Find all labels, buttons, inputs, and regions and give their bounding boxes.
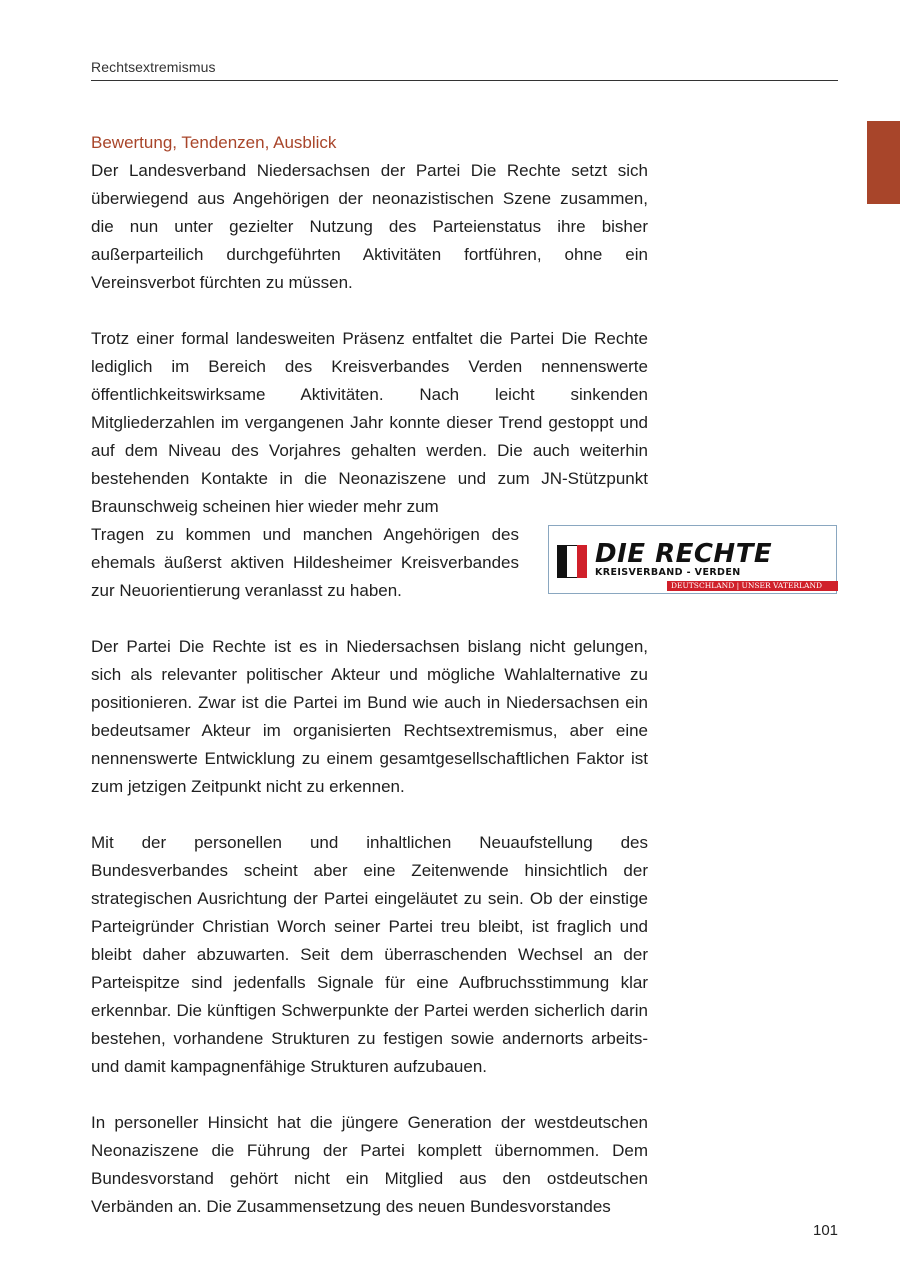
header-rule bbox=[91, 80, 838, 81]
paragraph-2-narrow: Tragen zu kommen und manchen Angehörigen des ehemals äußerst aktiven Hildesheimer Kreisverbandes zur Neuorientierung veranlasst zu haben. bbox=[91, 525, 519, 600]
paragraph-2-top bbox=[91, 325, 648, 521]
flag-icon bbox=[557, 545, 587, 578]
logo-subtitle: KREISVERBAND - VERDEN bbox=[595, 567, 741, 578]
paragraph-3: Der Partei Die Rechte ist es in Niedersachsen bislang nicht gelungen, sich als relevanter politischer Akteur und mögliche Wahlalternative zu positionieren. Zwar ist die Partei im Bund wie auch in Niedersachsen ein bedeutsamer Akteur im organisierten Rechtsextremismus, aber eine nennenswerte Entwicklung zu einem gesamtgesellschaftlichen Faktor ist zum jetzigen Zeitpunkt nicht zu erkennen. bbox=[91, 637, 648, 796]
party-logo-image bbox=[548, 525, 837, 594]
paragraph-2-wide: Trotz einer formal landesweiten Präsenz entfaltet die Partei Die Rechte lediglich im Bereich des Kreisverbandes Verden nennenswerte öffentlichkeitswirksame Aktivitäten. Nach leicht sinkenden Mitgliederzahlen im vergangenen Jahr konnte dieser Trend gestoppt und auf dem Niveau des Vorjahres gehalten werden. Die auch weiterhin bestehenden Kontakte in die Neonaziszene und zum JN-Stützpunkt Braunschweig scheinen hier wieder mehr zum bbox=[91, 329, 648, 516]
paragraph-4: Mit der personellen und inhaltlichen Neuaufstellung des Bundesverbandes scheint aber eine Zeitenwende hinsichtlich der strategischen Ausrichtung der Partei eingeläutet zu sein. Ob der einstige Parteigründer Christian Worch seiner Partei treu bleibt, ist fraglich und bleibt daher abzuwarten. Seit dem überraschenden Wechsel an der Parteispitze sind jedenfalls Signale für eine Aufbruchsstimmung klar erkennbar. Die künftigen Schwerpunkte der Partei werden sicherlich darin bestehen, vorhandene Strukturen zu festigen sowie andernorts arbeits- und damit kampagnenfähige Strukturen aufzubauen. bbox=[91, 833, 648, 1076]
paragraph-1: Der Landesverband Niedersachsen der Partei Die Rechte setzt sich überwiegend aus Angehörigen der neonazistischen Szene zusammen, die nun unter gezielter Nutzung des Parteienstatus ihre bisher außerparteilich durchgeführten Aktivitäten fortführen, ohne ein Vereinsverbot fürchten zu müssen. bbox=[91, 161, 648, 292]
logo-band: DEUTSCHLAND | UNSER VATERLAND bbox=[667, 581, 838, 591]
chapter-tab-marker bbox=[867, 121, 900, 204]
logo-title: DIE RECHTE bbox=[595, 539, 773, 569]
paragraph-2-bottom bbox=[91, 521, 519, 605]
running-head: Rechtsextremismus bbox=[91, 59, 216, 75]
paragraph-5: In personeller Hinsicht hat die jüngere Generation der westdeutschen Neonaziszene die Führung der Partei komplett übernommen. Dem Bundesvorstand gehört nicht ein Mitglied aus den ostdeutschen Verbänden an. Die Zusammensetzung des neuen Bundesvorstandes bbox=[91, 1113, 648, 1216]
section-heading: Bewertung, Tendenzen, Ausblick bbox=[91, 133, 337, 152]
page-number: 101 bbox=[813, 1222, 839, 1239]
article-body bbox=[91, 129, 648, 1249]
